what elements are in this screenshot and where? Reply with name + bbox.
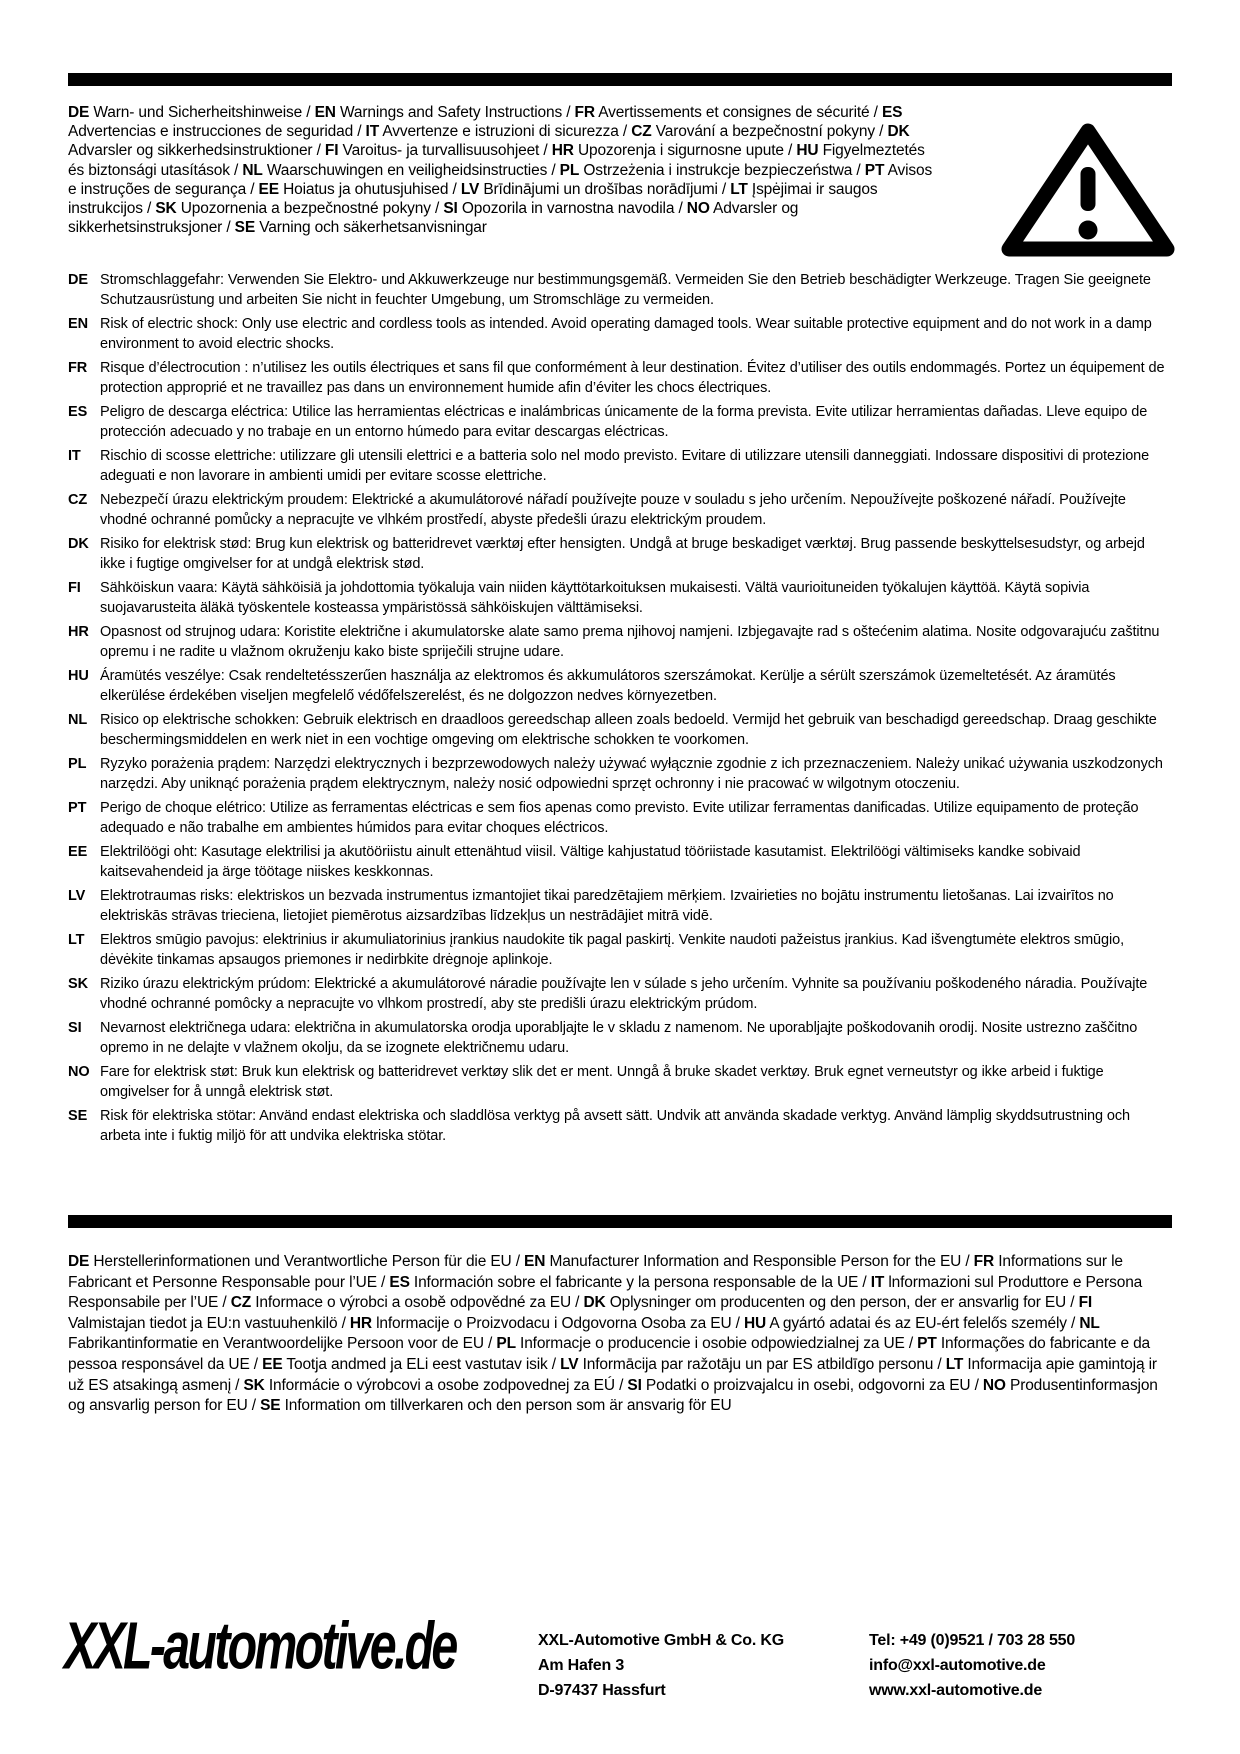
contact-info	[869, 1628, 1075, 1703]
warning-row	[68, 534, 1172, 574]
manufacturer-information: DE Herstellerinformationen und Verantwortliche Person für die EU / EN Manufacturer Information and Responsible Person for the EU / FR Informations sur le Fabricant et Personne Responsable pour l’UE / ES Información sobre el fabricante y la persona responsable de la UE / IT lnformazioni sul Produttore e Persona Responsabile per l’UE / CZ Informace o výrobci a osobě odpovědné za EU / DK Oplysninger om producenten og den person, der er ansvarlig for EU / FI Valmistajan tiedot ja EU:n vastuuhenkilö / HR lnformacije o Proizvodacu i Odgovorna Osoba za EU / HU A gyártó adatai és az EU-ért felelős személy / NL Fabrikantinformatie en Verantwoordelijke Persoon voor de EU / PL Informacje o producencie i osobie odpowiedzialnej za UE / PT Informações do fabricante e da pessoa responsável da UE / EE Tootja andmed ja ELi eest vastutav isik / LV Informācija par ražotāju un par ES atbildīgo personu / LT Informacija apie gamintoją ir už ES atsakingą asmenį / SK Informácie o výrobcovi a osobe zodpovednej za EÚ / SI Podatki o proizvajalcu in osebi, odgovorni za EU / NO Produsentinformasjon og ansvarlig person for EU / SE Information om tillverkaren och den person som är ansvarig för EU	[68, 1253, 1158, 1415]
language-code: FI	[68, 580, 81, 596]
language-code: LT	[68, 932, 85, 948]
warning-row	[68, 1018, 1172, 1058]
warning-row	[68, 270, 1172, 310]
brand-logo: XXL-automotive.de	[64, 1609, 456, 1684]
warnings-list	[68, 270, 1172, 1150]
warning-text: Nebezpečí úrazu elektrickým proudem: Elektrické a akumulátorové nářadí používejte pouze v souladu s jeho určením. Nepoužívejte poškozené nářadí. Používejte vhodné ochranné pomůcky a nepracujte ve vlhkém prostředí, abyste předešli úrazu elektrickým proudem.	[100, 492, 1126, 528]
warning-row	[68, 798, 1172, 838]
warning-text: Elektrotraumas risks: elektriskos un bezvada instrumentus izmantojiet tikai paredzētajiem mērķiem. Izvairieties no bojātu instrumentu lietošanas. Lai izvairītos no elektriskās strāvas trieciena, lietojiet piemērotus aizsardzības līdzekļus un nestrādājiet mitrā vidē.	[100, 888, 1114, 924]
warning-text: Stromschlaggefahr: Verwenden Sie Elektro- und Akkuwerkzeuge nur bestimmungsgemäß. Vermeiden Sie den Betrieb beschädigter Werkzeuge. Tragen Sie geeignete Schutzausrüstung und arbeiten Sie nicht in feuchter Umgebung, um Stromschläge zu vermeiden.	[100, 272, 1151, 308]
warning-row	[68, 1062, 1172, 1102]
language-code: NO	[68, 1064, 90, 1080]
warning-row	[68, 358, 1172, 398]
language-code: SI	[68, 1020, 82, 1036]
warning-row	[68, 622, 1172, 662]
warning-row	[68, 754, 1172, 794]
warning-text: Opasnost od strujnog udara: Koristite električne i akumulatorske alate samo prema njihovoj namjeni. Izbjegavajte rad s oštećenim alatima. Nosite odgovarajuću zaštitnu opremu i ne radite u vlažnom okruženju kako biste spriječili strujne udare.	[100, 624, 1160, 660]
language-code: FR	[68, 360, 88, 376]
multilingual-title: DE Warn- und Sicherheitshinweise / EN Warnings and Safety Instructions / FR Avertissements et consignes de sécurité / ES Advertencias e instrucciones de seguridad / IT Avvertenze e istruzioni di sicurezza / CZ Varování a bezpečnostní pokyny / DK Advarsler og sikkerhedsinstruktioner / FI Varoitus- ja turvallisuusohjeet / HR Upozorenja i sigurnosne upute / HU Figyelmeztetés és biztonsági utasítások / NL Waarschuwingen en veiligheidsinstructies / PL Ostrzeżenia i instrukcje bezpieczeństwa / PT Avisos e instruções de segurança / EE Hoiatus ja ohutusjuhised / LV Brīdinājumi un drošības norādījumi / LT Įspėjimai ir saugos instrukcijos / SK Upozornenia a bezpečnostné pokyny / SI Opozorila in varnostna navodila / NO Advarsler og sikkerhetsinstruksjoner / SE Varning och säkerhetsanvisningar	[68, 104, 933, 237]
warning-text: Rischio di scosse elettriche: utilizzare gli utensili elettrici e a batteria solo nel modo previsto. Evitare di utilizzare utensili danneggiati. Indossare dispositivi di protezione adeguati e non lavorare in ambienti umidi per evitare scosse elettriche.	[100, 448, 1150, 484]
warning-text: Ryzyko porażenia prądem: Narzędzi elektrycznych i bezprzewodowych należy używać wyłącznie zgodnie z ich przeznaczeniem. Należy unikać używania uszkodzonych narzędzi. Aby uniknąć porażenia prądem elektrycznym, należy nosić odpowiedni sprzęt ochronny i nie pracować w wilgotnym otoczeniu.	[100, 756, 1163, 792]
language-code: EN	[68, 316, 88, 332]
language-code: SK	[68, 976, 88, 992]
website-url: www.xxl-automotive.de	[869, 1682, 1043, 1699]
warning-row	[68, 1106, 1172, 1146]
warning-row	[68, 490, 1172, 530]
warning-row	[68, 710, 1172, 750]
warning-text: Fare for elektrisk støt: Bruk kun elektrisk og batteridrevet verktøy slik det er ment. Unngå å bruke skadet verktøy. Bruk egnet verneutstyr og ikke arbeid i fuktige omgivelser for å unngå elektrisk støt.	[100, 1064, 1104, 1100]
middle-divider-rule	[68, 1215, 1172, 1228]
language-code: LV	[68, 888, 86, 904]
warning-text: Risk för elektriska stötar: Använd endast elektriska och sladdlösa verktyg på avsett sätt. Undvik att använda skadade verktyg. Använd lämplig skyddsutrustning och arbeta inte i fuktig miljö för att undvika elektriska stötar.	[100, 1108, 1130, 1144]
language-code: SE	[68, 1108, 88, 1124]
language-code: IT	[68, 448, 81, 464]
warning-row	[68, 974, 1172, 1014]
address-street: Am Hafen 3	[538, 1657, 625, 1674]
top-divider-rule	[68, 73, 1172, 86]
warning-row	[68, 314, 1172, 354]
address-city: D-97437 Hassfurt	[538, 1682, 666, 1699]
company-name: XXL-Automotive GmbH & Co. KG	[538, 1632, 784, 1649]
warning-text: Elektros smūgio pavojus: elektrinius ir akumuliatorinius įrankius naudokite tik pagal paskirtį. Venkite naudoti pažeistus įrankius. Kad išvengtumėte elektros smūgio, dėvėkite tinkamas apsaugos priemones ir nedirbkite drėgnoje aplinkoje.	[100, 932, 1124, 968]
warning-text: Peligro de descarga eléctrica: Utilice las herramientas eléctricas e inalámbricas únicamente de la forma prevista. Evite utilizar herramientas dañadas. Lleve equipo de protección adecuado y no trabaje en un entorno húmedo para evitar descargas eléctricas.	[100, 404, 1148, 440]
language-code: DK	[68, 536, 89, 552]
warning-text: Risico op elektrische schokken: Gebruik elektrisch en draadloos gereedschap alleen zoals bedoeld. Vermijd het gebruik van beschadigd gereedschap. Draag geschikte beschermingsmiddelen en werk niet in een vochtige omgeving om elektrische schokken te voorkomen.	[100, 712, 1157, 748]
warning-row	[68, 842, 1172, 882]
warning-row	[68, 402, 1172, 442]
warning-text: Elektrilöögi oht: Kasutage elektrilisi ja akutööriistu ainult ettenähtud viisil. Vältige kahjustatud tööriistade kasutamist. Elektrilöögi vältimiseks kandke sobivaid kaitsevahendeid ja ärge töötage niiskes keskkonnas.	[100, 844, 1081, 880]
language-code: HU	[68, 668, 89, 684]
warning-row	[68, 930, 1172, 970]
email-address: info@xxl-automotive.de	[869, 1657, 1046, 1674]
warning-text: Risk of electric shock: Only use electric and cordless tools as intended. Avoid operating damaged tools. Wear suitable protective equipment and do not work in a damp environment to avoid electric shocks.	[100, 316, 1152, 352]
language-code: NL	[68, 712, 88, 728]
warning-text: Risque d’électrocution : n’utilisez les outils électriques et sans fil que conformément à leur destination. Évitez d’utiliser des outils endommagés. Portez un équipement de protection approprié et ne travaillez pas dans un environnement humide afin d’éviter les chocs électriques.	[100, 360, 1165, 396]
language-code: CZ	[68, 492, 88, 508]
language-code: EE	[68, 844, 88, 860]
language-code: HR	[68, 624, 89, 640]
warning-text: Áramütés veszélye: Csak rendeltetésszerűen használja az elektromos és akkumulátoros szerszámokat. Kerülje a sérült szerszámok üzemeltetését. Az áramütés elkerülése érdekében viseljen megfelelő védőfelszerelést, és ne dolgozzon nedves környezetben.	[100, 668, 1116, 704]
warning-triangle-icon	[998, 120, 1178, 262]
language-code: DE	[68, 272, 88, 288]
warning-text: Sähköiskun vaara: Käytä sähköisiä ja johdottomia työkaluja vain niiden käyttötarkoituksen mukaisesti. Vältä vaurioituneiden työkalujen käyttöä. Käytä sopivia suojavarusteita äläkä työskentele kosteassa ympäristössä sähköiskujen välttämiseksi.	[100, 580, 1090, 616]
language-code: PT	[68, 800, 87, 816]
warning-text: Nevarnost električnega udara: električna in akumulatorska orodja uporabljajte le v skladu z namenom. Ne uporabljajte poškodovanih orodij. Nosite ustrezno zaščitno opremo in ne delajte v vlažnem okolju, da se izognete električnemu udaru.	[100, 1020, 1138, 1056]
warning-row	[68, 666, 1172, 706]
warning-text: Riziko úrazu elektrickým prúdom: Elektrické a akumulátorové náradie používajte len v súlade s jeho určením. Vyhnite sa používaniu poškodeného náradia. Používajte vhodné ochranné pomôcky a nepracujte vo vlhkom prostredí, aby ste predišli úrazu elektrickým prúdom.	[100, 976, 1148, 1012]
company-address	[538, 1628, 784, 1703]
warning-row	[68, 886, 1172, 926]
language-code: ES	[68, 404, 88, 420]
language-code: PL	[68, 756, 87, 772]
warning-text: Perigo de choque elétrico: Utilize as ferramentas eléctricas e sem fios apenas como previsto. Evite utilizar ferramentas danificadas. Utilize equipamento de proteção adequado e não trabalhe em ambientes húmidos para evitar choques eléctricos.	[100, 800, 1139, 836]
warning-row	[68, 578, 1172, 618]
warning-row	[68, 446, 1172, 486]
warning-text: Risiko for elektrisk stød: Brug kun elektrisk og batteridrevet værktøj efter hensigten. Undgå at bruge beskadiget værktøj. Brug passende beskyttelsesudstyr, og arbejd ikke i fugtige omgivelser for at undgå elektrisk stød.	[100, 536, 1145, 572]
phone-number: Tel: +49 (0)9521 / 703 28 550	[869, 1632, 1076, 1649]
